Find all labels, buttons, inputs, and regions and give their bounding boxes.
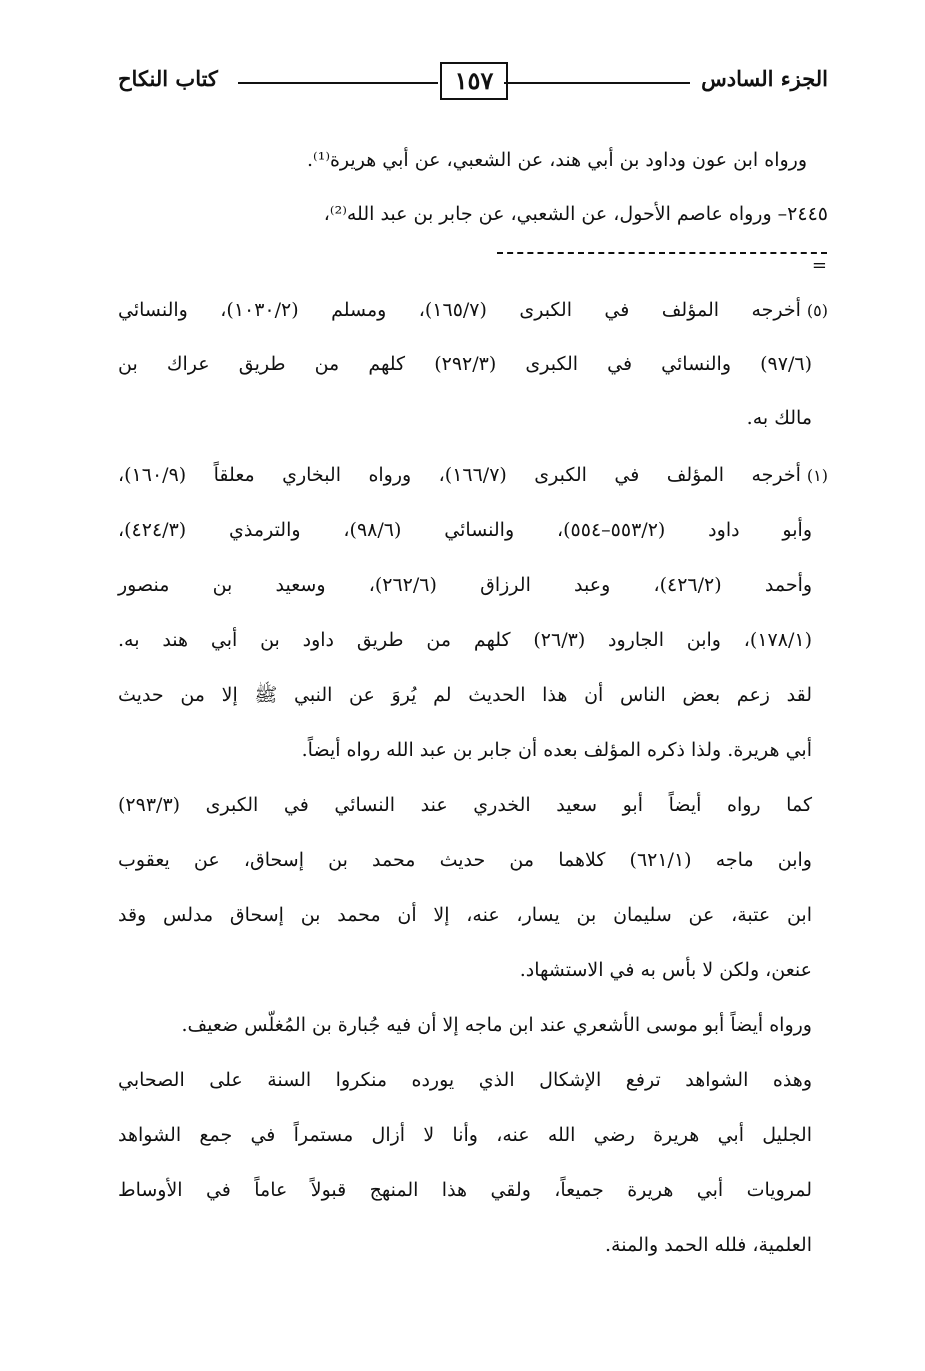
footnote-1-line-8: وابن ماجه (٦٢١/١) كلاهما من حديث محمد بن إسحاق، عن يعقوب (118, 849, 812, 871)
body-line-2: ٢٤٤٥– ورواه عاصم الأحول، عن الشعبي، عن جابر بن عبد الله⁽²⁾، (323, 203, 828, 225)
footnote-1-line-10: عنعن، ولكن لا بأس به في الاستشهاد. (519, 959, 812, 981)
footnote-1-line-12: وهذه الشواهد ترفع الإشكال الذي يورده منكروا السنة على الصحابي (118, 1069, 812, 1091)
footnote-5-marker: (٥) (806, 301, 829, 320)
book-title: كتاب النكاح (118, 66, 218, 91)
footnote-1-line-5: لقد زعم بعض الناس أن هذا الحديث لم يُروَ عن النبي ﷺ إلا من حديث (118, 684, 812, 706)
footnote-5-line-2: (٩٧/٦) والنسائي في الكبرى (٢٩٢/٣) كلهم من طريق عراك بن (118, 353, 812, 375)
footnote-1-line-1 (118, 461, 828, 490)
footnote-1-line-6: أبي هريرة. ولذا ذكره المؤلف بعده أن جابر بن عبد الله رواه أيضاً. (301, 739, 812, 761)
continuation-mark: = (811, 255, 827, 276)
footnote-separator (497, 252, 827, 254)
footnote-1-line-9: ابن عتبة، عن سليمان بن يسار، عنه، إلا أن محمد بن إسحاق مدلس وقد (118, 904, 812, 926)
footnote-1-line-15: العلمية، فلله الحمد والمنة. (604, 1234, 812, 1256)
header-rule-left (238, 82, 438, 84)
page-number: ١٥٧ (440, 62, 508, 100)
footnote-5-line-1 (118, 296, 828, 325)
part-title: الجزء السادس (701, 66, 828, 91)
body-line-1: ورواه ابن عون وداود بن أبي هند، عن الشعبي، عن أبي هريرة⁽¹⁾. (306, 149, 807, 171)
footnote-1-text-1: أخرجه المؤلف في الكبرى (١٦٦/٧)، ورواه البخاري معلقاً (١٦٠/٩)، (118, 464, 801, 486)
footnote-1-marker: (١) (806, 466, 829, 485)
footnote-1-line-13: الجليل أبي هريرة رضي الله عنه، وأنا لا أزال مستمراً في جمع الشواهد (118, 1124, 812, 1146)
footnote-1-line-11: ورواه أيضاً أبو موسى الأشعري عند ابن ماجه إلا أن فيه جُبارة بن المُغلّس ضعيف. (181, 1014, 812, 1036)
footnote-1-line-7: كما رواه أيضاً أبو سعيد الخدري عند النسائي في الكبرى (٢٩٣/٣) (118, 794, 812, 816)
footnote-5-line-3: مالك به. (746, 407, 812, 429)
running-header (118, 62, 828, 102)
footnote-1-line-3: وأحمد (٤٢٦/٢)، وعبد الرزاق (٢٦٢/٦)، وسعيد بن منصور (118, 574, 813, 596)
header-rule-right (504, 82, 690, 84)
footnote-1-line-14: لمرويات أبي هريرة جميعاً، ولقي هذا المنهج قبولاً عاماً في الأوساط (118, 1179, 812, 1201)
footnote-1-line-4: (١٧٨/١)، وابن الجارود (٢٦/٣) كلهم من طريق داود بن أبي هند به. (118, 629, 812, 651)
footnote-1-line-2: وأبو داود (٥٥٣/٢–٥٥٤)، والنسائي (٩٨/٦)، والترمذي (٤٢٤/٣)، (118, 519, 812, 541)
footnote-5-text-1: أخرجه المؤلف في الكبرى (١٦٥/٧)، ومسلم (١٠٣٠/٢)، والنسائي (118, 299, 801, 321)
